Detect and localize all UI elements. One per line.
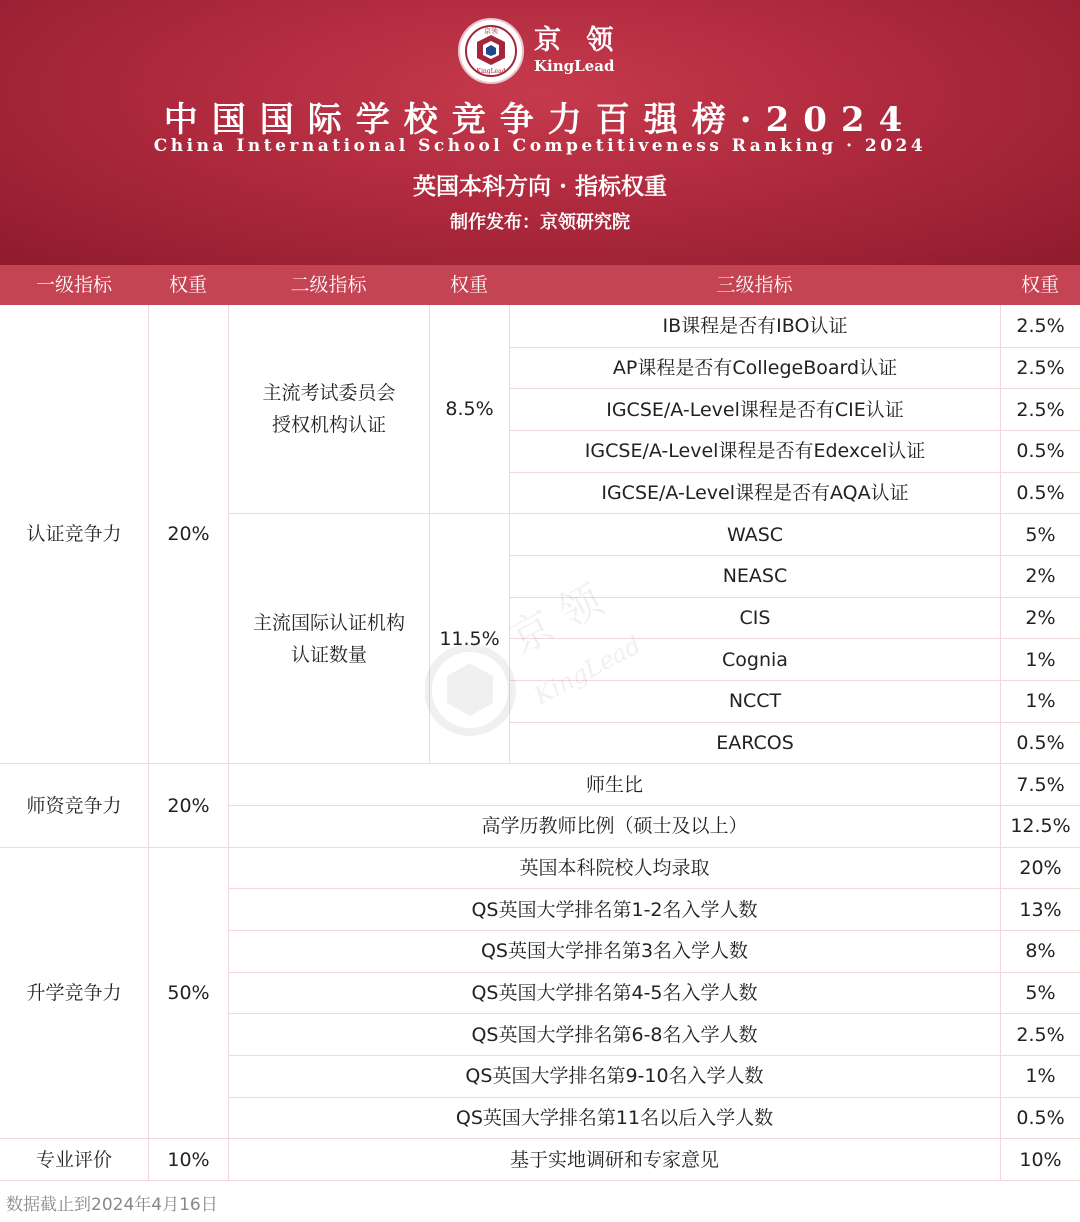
l1-indicator-weight: 10% [148, 1138, 228, 1180]
l1-indicator-weight: 20% [148, 305, 228, 763]
l3-indicator-weight: 5% [1000, 972, 1080, 1014]
watermark-cn: 京 领 [501, 575, 611, 664]
weights-table [0, 305, 1080, 1180]
l3-indicator-weight: 2% [1000, 597, 1080, 639]
l3-indicator-weight: 0.5% [1000, 472, 1080, 514]
data-cutoff-note: 数据截止到2024年4月16日 [6, 1195, 218, 1215]
table-bottom-border [0, 1180, 1080, 1181]
l3-indicator-weight: 0.5% [1000, 1097, 1080, 1139]
l2-indicator-weight: 11.5% [429, 513, 509, 763]
l3-indicator-name: CIS [509, 597, 1000, 639]
col-header-l1: 一级指标 [35, 274, 112, 296]
l3-indicator-weight: 10% [1000, 1138, 1080, 1180]
l3-indicator-name: NEASC [509, 555, 1000, 597]
brand-name-en: KingLead [534, 57, 615, 75]
logo-bottom-text: KingLead [476, 68, 506, 75]
l2-indicator-weight: 8.5% [429, 305, 509, 513]
l1-indicator-name: 师资竞争力 [0, 763, 148, 846]
l3-indicator-weight: 5% [1000, 513, 1080, 555]
l3-indicator-weight: 12.5% [1000, 805, 1080, 847]
l3-indicator-weight: 8% [1000, 930, 1080, 972]
l3-indicator-name: QS英国大学排名第11名以后入学人数 [228, 1097, 1000, 1139]
brand-name-cn: 京 领 [534, 25, 622, 56]
l3-indicator-name: 师生比 [228, 763, 1000, 805]
l1-indicator-name: 专业评价 [0, 1138, 148, 1180]
l2-indicator-name: 主流国际认证机构 认证数量 [228, 513, 429, 763]
l3-indicator-weight: 0.5% [1000, 722, 1080, 764]
l3-indicator-weight: 7.5% [1000, 763, 1080, 805]
l3-indicator-name: NCCT [509, 680, 1000, 722]
logo-top-text: 京领 [484, 27, 498, 35]
l1-indicator-weight: 20% [148, 763, 228, 846]
l3-indicator-name: 英国本科院校人均录取 [228, 847, 1000, 889]
l3-indicator-name: QS英国大学排名第6-8名入学人数 [228, 1013, 1000, 1055]
l3-indicator-weight: 2.5% [1000, 388, 1080, 430]
l3-indicator-weight: 2.5% [1000, 1013, 1080, 1055]
l3-indicator-name: QS英国大学排名第3名入学人数 [228, 930, 1000, 972]
col-header-l3-weight: 权重 [1020, 274, 1059, 296]
watermark-en: KingLead [529, 630, 646, 711]
page-title: 中国国际学校竞争力百强榜·2024 [163, 100, 917, 140]
l3-indicator-weight: 2% [1000, 555, 1080, 597]
col-header-l1-weight: 权重 [168, 274, 207, 296]
banner-header [0, 0, 1080, 265]
l3-indicator-weight: 13% [1000, 888, 1080, 930]
l3-indicator-name: QS英国大学排名第4-5名入学人数 [228, 972, 1000, 1014]
l3-indicator-name: Cognia [509, 638, 1000, 680]
l3-indicator-name: 高学历教师比例（硕士及以上） [228, 805, 1000, 847]
logo-emblem-icon [458, 18, 524, 84]
l3-indicator-name: IGCSE/A-Level课程是否有CIE认证 [509, 388, 1000, 430]
l1-indicator-weight: 50% [148, 847, 228, 1139]
l3-indicator-name: QS英国大学排名第1-2名入学人数 [228, 888, 1000, 930]
l3-indicator-weight: 0.5% [1000, 430, 1080, 472]
l1-indicator-name: 认证竞争力 [26, 523, 122, 546]
l3-indicator-name: WASC [509, 513, 1000, 555]
l3-indicator-name: IB课程是否有IBO认证 [509, 305, 1000, 347]
l3-indicator-weight: 2.5% [1000, 305, 1080, 347]
l3-indicator-name: IGCSE/A-Level课程是否有AQA认证 [509, 472, 1000, 514]
page-subtitle: 英国本科方向 · 指标权重 [412, 173, 668, 200]
page-title-en: China International School Competitiveness Ranking · 2024 [153, 136, 927, 156]
l3-indicator-weight: 2.5% [1000, 347, 1080, 389]
l3-indicator-name: AP课程是否有CollegeBoard认证 [509, 347, 1000, 389]
publisher-line: 制作发布：京领研究院 [450, 212, 630, 233]
l3-indicator-weight: 1% [1000, 638, 1080, 680]
l3-indicator-weight: 1% [1000, 680, 1080, 722]
col-header-l2: 二级指标 [290, 274, 367, 296]
l3-indicator-weight: 20% [1000, 847, 1080, 889]
col-header-l3: 三级指标 [716, 274, 793, 296]
l3-indicator-weight: 1% [1000, 1055, 1080, 1097]
l3-indicator-name: QS英国大学排名第9-10名入学人数 [228, 1055, 1000, 1097]
l2-indicator-name: 主流考试委员会 授权机构认证 [228, 305, 429, 513]
l1-indicator-name: 升学竞争力 [0, 847, 148, 1139]
table-header [0, 265, 1080, 305]
l3-indicator-name: 基于实地调研和专家意见 [228, 1138, 1000, 1180]
l3-indicator-name: IGCSE/A-Level课程是否有Edexcel认证 [509, 430, 1000, 472]
col-header-l2-weight: 权重 [449, 274, 488, 296]
l3-indicator-name: EARCOS [509, 722, 1000, 764]
brand-logo [458, 18, 621, 84]
